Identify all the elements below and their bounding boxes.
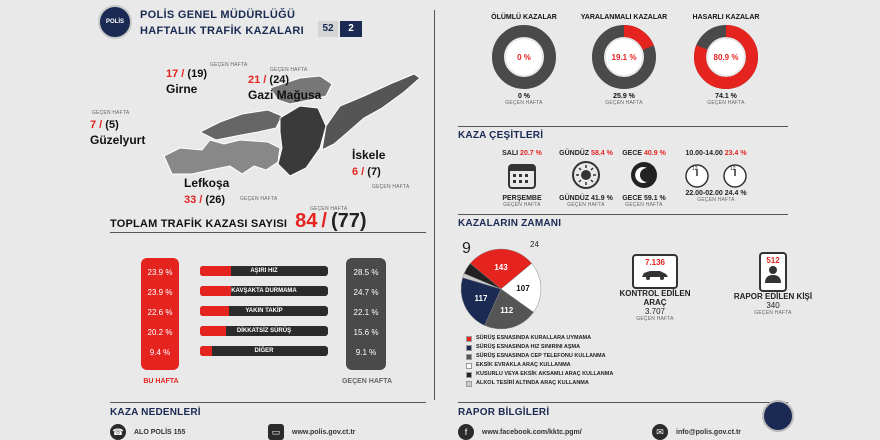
total-slash: / — [321, 210, 327, 232]
phone-icon: ☎ — [110, 424, 126, 440]
donut-value-label: 19.1 % — [611, 53, 637, 62]
reports-title: RAPOR BİLGİLERİ — [458, 407, 550, 418]
pie-slice-label: 112 — [500, 306, 514, 316]
type-daytime: GÜNDÜZ 58.4 % GÜNDÜZ 41.9 % GEÇEN HAFTA — [559, 150, 613, 208]
this-week-label: BU HAFTA — [143, 378, 179, 385]
guzelyurt-prev-label: GEÇEN HAFTA — [92, 110, 130, 116]
pie-label-9: 9 — [462, 240, 471, 257]
cause-bar-1: AŞIRI HIZ — [200, 266, 328, 276]
legend-item-4: EKSİK EVRAKLA ARAÇ KULLANMA — [466, 361, 636, 370]
legend-item-2: SÜRÜŞ ESNASINDA HIZ SINIRINI AŞMA — [466, 343, 636, 352]
pie-slice-label: 143 — [494, 263, 508, 272]
cause-5-this: 9.4 % — [149, 348, 171, 357]
legend-item-1: SÜRÜŞ ESNASINDA KURALLARA UYMAMA — [466, 334, 636, 343]
car-icon — [640, 268, 670, 280]
types-title: KAZA ÇEŞİTLERİ — [458, 130, 544, 141]
cause-2-last: 24.7 % — [353, 288, 379, 297]
severity-injuries: YARALANMALI KAZALAR 19.1 % 25.9 % GEÇEN HAFTA — [574, 14, 674, 106]
sun-icon — [571, 160, 601, 190]
center-divider — [434, 10, 435, 400]
moon-icon — [629, 160, 659, 190]
cause-5-last: 9.1 % — [355, 348, 377, 357]
stat-persons: 512 RAPOR EDİLEN KİŞİ 340 GEÇEN HAFTA — [728, 252, 818, 316]
footer-police-logo — [762, 400, 794, 432]
region-gazimagusa: 21 / (24) Gazi Mağusa — [248, 74, 322, 102]
footer-facebook[interactable]: f www.facebook.com/kktc.pgm/ — [458, 424, 582, 440]
severity-deaths: ÖLÜMLÜ KAZALAR 0 % 0 % GEÇEN HAFTA — [474, 14, 574, 106]
police-logo — [98, 5, 132, 39]
cause-bar-5: DİĞER — [200, 346, 328, 356]
reports-divider — [458, 402, 788, 403]
region-lefkosa: Lefkoşa 33 / (26) — [184, 176, 230, 206]
cause-4-this: 20.2 % — [147, 328, 173, 337]
cause-1-this: 23.9 % — [147, 268, 173, 277]
clock-icon-1: 12 — [684, 160, 710, 190]
pie-label-24: 24 — [530, 240, 539, 249]
total-prev-label: GEÇEN HAFTA — [310, 206, 348, 212]
damage-donut — [676, 21, 776, 93]
footer-phone[interactable]: ☎ ALO POLİS 155 — [110, 424, 185, 440]
cause-3-this: 22.6 % — [147, 308, 173, 317]
legend-item-3: SÜRÜŞ ESNASINDA CEP TELEFONU KULLANMA — [466, 352, 636, 361]
total-previous: (77) — [330, 210, 367, 232]
calendar-icon — [507, 160, 537, 190]
severity-damage: HASARLI KAZALAR 80.9 % 74.1 % GEÇEN HAFTA — [676, 14, 776, 106]
pie-slice-label: 117 — [474, 294, 488, 304]
cause-3-last: 22.1 % — [353, 308, 379, 317]
clock-icon-2: 12 — [722, 160, 748, 190]
girne-prev-label: GEÇEN HAFTA — [210, 62, 248, 68]
causes-divider — [110, 402, 426, 403]
footer-email[interactable]: ✉ info@polis.gov.ct.tr — [652, 424, 741, 440]
total-accidents — [110, 210, 367, 233]
times-title: KAZALARIN ZAMANI — [458, 218, 562, 229]
cause-1-last: 28.5 % — [353, 268, 379, 277]
type-hours: 10.00-14.00 23.4 % 12 12 22.00-02.00 24.4 % GEÇEN HAFTA — [685, 150, 747, 203]
total-current: 84 — [295, 210, 318, 232]
times-top-divider — [458, 214, 788, 215]
legend-item-5: KUSURLU VEYA EKSİK AKSAMLI ARAÇ KULLANMA — [466, 370, 636, 379]
lefkosa-prev-label: GEÇEN HAFTA — [240, 196, 278, 202]
cause-4-last: 15.6 % — [353, 328, 379, 337]
type-day: SALI 20.7 % PERŞEMBE GEÇEN HAFTA — [502, 150, 542, 208]
gazimagusa-prev-label: GEÇEN HAFTA — [270, 67, 308, 73]
iskele-prev-label: GEÇEN HAFTA — [372, 184, 410, 190]
donut-value-label: 80.9 % — [713, 53, 739, 62]
times-legend — [466, 334, 636, 388]
injuries-donut — [574, 21, 674, 93]
times-pie-chart — [456, 244, 546, 334]
facebook-icon: f — [458, 424, 474, 440]
week-year-part: 2 — [340, 21, 362, 37]
last-week-label: GEÇEN HAFTA — [341, 378, 393, 385]
week-number: 52 — [318, 21, 338, 37]
causes-this-week-column — [141, 258, 179, 370]
footer-web[interactable]: ▭ www.polis.gov.ct.tr — [268, 424, 355, 440]
region-iskele: İskele 6 / (7) — [352, 148, 386, 178]
web-icon: ▭ — [268, 424, 284, 440]
cause-2-this: 23.9 % — [147, 288, 173, 297]
causes-last-week-column — [346, 258, 386, 370]
deaths-donut — [474, 21, 574, 93]
header-title-2: HAFTALIK TRAFİK KAZALARI — [140, 25, 305, 37]
legend-item-6: ALKOL TESİRİ ALTINDA ARAÇ KULLANMA — [466, 379, 636, 388]
pie-slice-label: 107 — [516, 284, 530, 294]
person-icon — [763, 265, 783, 283]
total-label: TOPLAM TRAFİK KAZASI SAYISI — [110, 218, 288, 230]
type-night: GECE 40.9 % GECE 59.1 % GEÇEN HAFTA — [622, 150, 666, 208]
region-girne: 17 / (19) Girne — [166, 68, 208, 96]
region-guzelyurt: 7 / (5) Güzelyurt — [90, 119, 146, 147]
causes-title: KAZA NEDENLERİ — [110, 407, 201, 418]
header-title-1: POLİS GENEL MÜDÜRLÜĞÜ — [140, 9, 296, 21]
donut-value-label: 0 % — [517, 53, 531, 62]
total-divider — [110, 232, 426, 233]
cause-bar-3: YAKIN TAKİP — [200, 306, 328, 316]
cause-bars — [200, 266, 328, 356]
email-icon: ✉ — [652, 424, 668, 440]
cause-bar-4: DİKKATSİZ SÜRÜŞ — [200, 326, 328, 336]
cause-bar-2: KAVŞAKTA DURMAMA — [200, 286, 328, 296]
logo-text: POLİS — [105, 19, 124, 25]
types-top-divider — [458, 126, 788, 127]
stat-vehicles: 7.136 KONTROL EDİLEN ARAÇ 3.707 GEÇEN HAFTA — [610, 254, 700, 322]
